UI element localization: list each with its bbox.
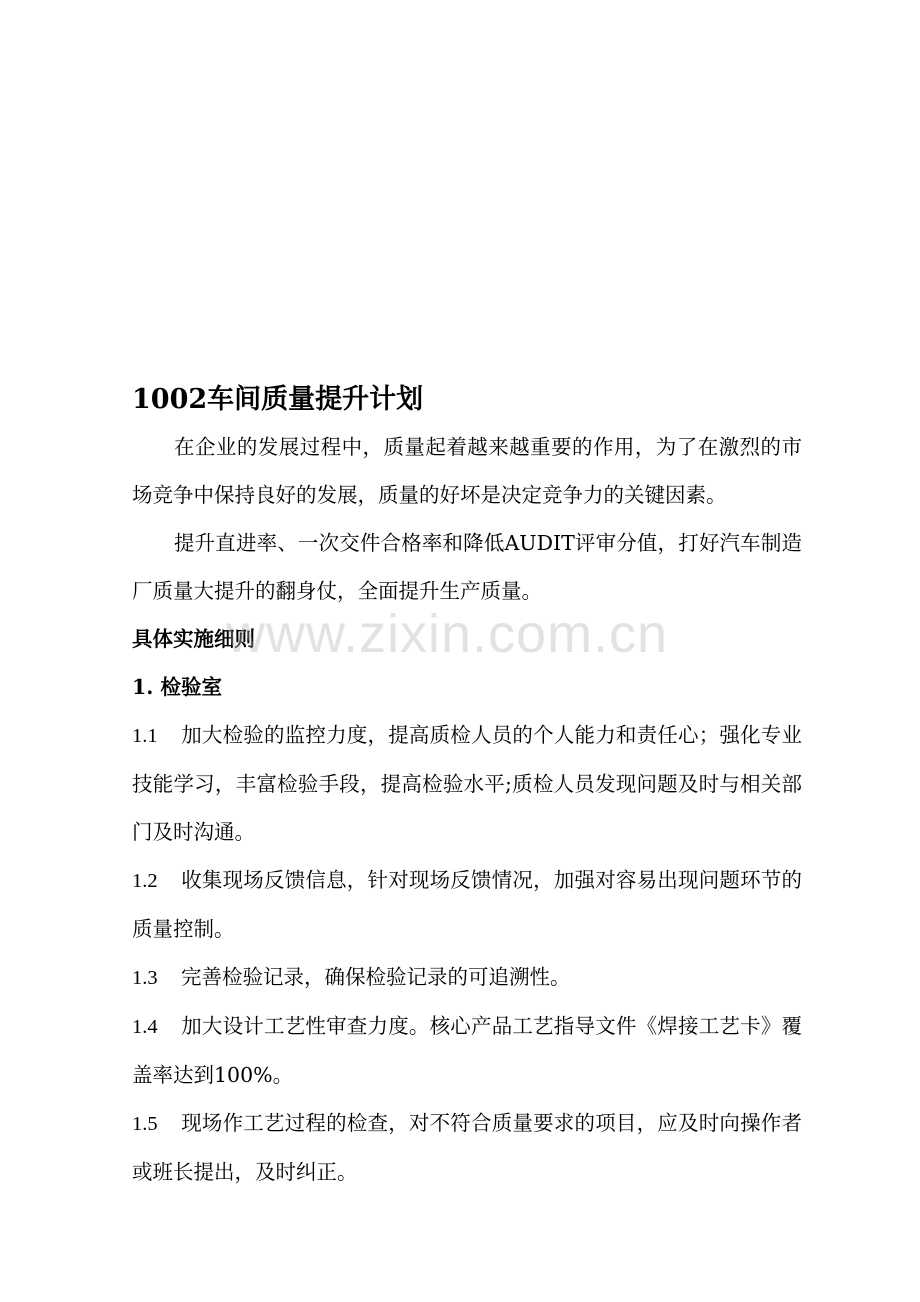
document-body: [132, 377, 802, 1196]
item-number: 1.5: [132, 1113, 158, 1135]
item-number: 1.2: [132, 870, 158, 892]
document-title: 1002车间质量提升计划: [132, 384, 424, 415]
item-number: 1.3: [132, 967, 158, 989]
item-number: 1.4: [132, 1016, 158, 1038]
list-item: [132, 1099, 802, 1196]
intro-paragraph-2: 提升直进率、一次交件合格率和降低AUDIT评审分值，打好汽车制造厂质量大提升的翻身仗，全面提升生产质量。: [132, 531, 802, 603]
watermark-text: www.zixin.com.cn: [226, 604, 669, 664]
list-item: [132, 1002, 802, 1099]
intro-paragraph-1: 在企业的发展过程中，质量起着越来越重要的作用，为了在激烈的市场竞争中保持良好的发展，质量的好坏是决定竞争力的关键因素。: [132, 435, 802, 507]
item-number: 1.1: [132, 725, 158, 747]
list-item: [132, 856, 802, 953]
item-text: 收集现场反馈信息，针对现场反馈情况，加强对容易出现问题环节的质量控制。: [132, 868, 802, 941]
item-text: 完善检验记录，确保检验记录的可追溯性。: [181, 965, 571, 989]
item-text: 加大设计工艺性审查力度。核心产品工艺指导文件《焊接工艺卡》覆盖率达到100%。: [132, 1014, 802, 1087]
item-text: 加大检验的监控力度，提高质检人员的个人能力和责任心；强化专业技能学习，丰富检验手段，提高检验水平;质检人员发现问题及时与相关部门及时沟通。: [132, 723, 802, 844]
section-heading: 具体实施细则: [132, 627, 255, 651]
list-item: [132, 711, 802, 856]
item-text: 现场作工艺过程的检查，对不符合质量要求的项目，应及时向操作者或班长提出，及时纠正。: [132, 1111, 802, 1184]
subsection-heading: 1. 检验室: [132, 675, 223, 699]
list-item: [132, 953, 802, 1002]
